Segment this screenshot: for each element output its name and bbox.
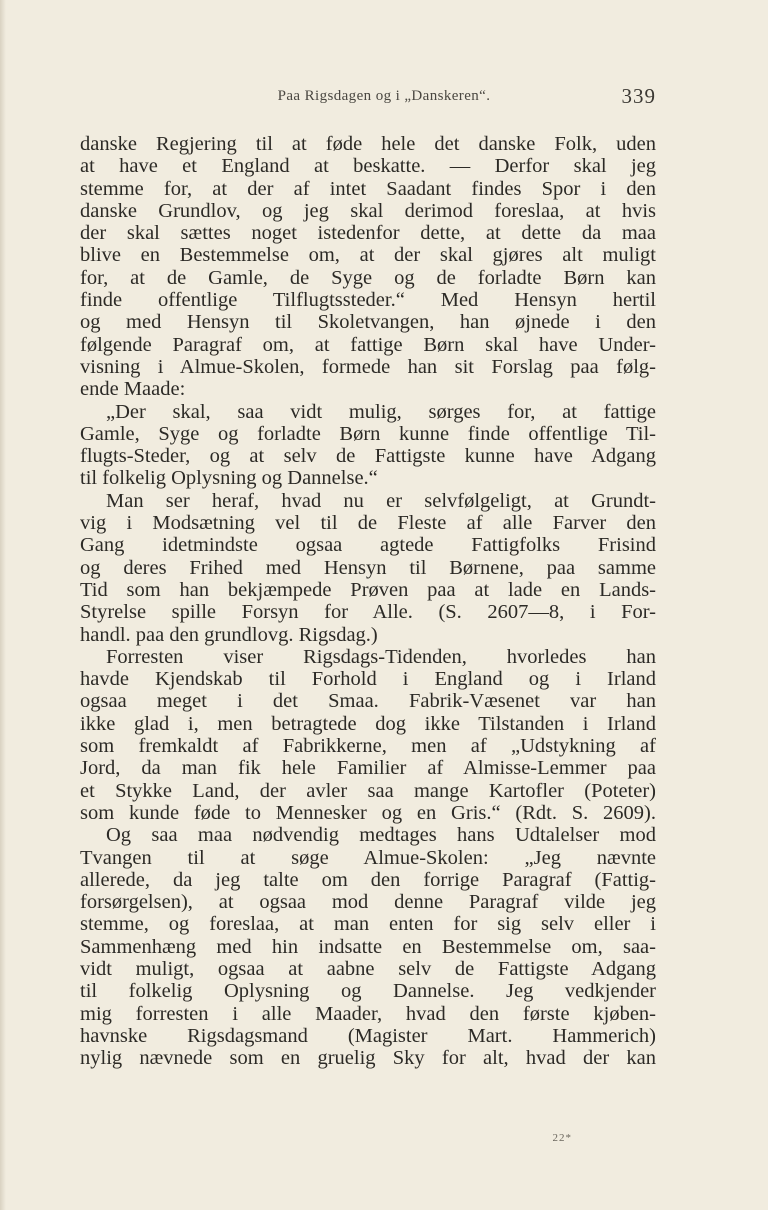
text-line: følgende Paragraf om, at fattige Børn skal have Under- [80,333,656,356]
text-line: stemme, og foreslaa, at man enten for sig selv eller i [80,913,656,936]
text-line: vidt muligt, ogsaa at aabne selv de Fattigste Adgang [80,957,656,980]
body-text [80,133,656,1069]
text-line: danske Grundlov, og jeg skal derimod foreslaa, at hvis [80,199,656,222]
text-line: vig i Modsætning vel til de Fleste af alle Farver den [80,512,656,535]
page-edge-shadow [0,0,6,1210]
signature-mark: 22* [552,1132,572,1144]
running-title: Paa Rigsdagen og i „Danskeren“. [277,88,491,104]
text-line: Sammenhæng med hin indsatte en Bestemmelse om, saa- [80,935,656,958]
text-line: ikke glad i, men betragtede dog ikke Tilstanden i Irland [80,712,656,735]
text-line: ogsaa meget i det Smaa. Fabrik-Væsenet var han [80,690,656,713]
text-line: danske Regjering til at føde hele det danske Folk, uden [80,133,656,155]
text-line: Tvangen til at søge Almue-Skolen: „Jeg nævnte [80,846,656,869]
text-line: til folkelig Oplysning og Dannelse. Jeg vedkjender [80,980,656,1003]
text-line: ende Maade: [80,378,186,401]
text-line: til folkelig Oplysning og Dannelse.“ [80,467,378,490]
text-line: for, at de Gamle, de Syge og de forladte Børn kan [80,266,656,289]
text-line: visning i Almue-Skolen, formede han sit Forslag paa følg- [80,355,656,378]
text-line: Man ser heraf, hvad nu er selvfølgeligt, at Grundt- [106,489,656,512]
text-line: havde Kjendskab til Forhold i England og i Irland [80,668,656,691]
running-head [0,84,768,114]
text-line: som kunde føde to Mennesker og en Gris.“ (Rdt. S. 2609). [80,801,656,824]
text-line: Tid som han bekjæmpede Prøven paa at lade en Lands- [80,578,656,601]
text-line: Jord, da man fik hele Familier af Almisse-Lemmer paa [80,757,656,780]
text-line: Gamle, Syge og forladte Børn kunne finde offentlige Til- [80,422,656,445]
text-line: forsørgelsen), at ogsaa mod denne Paragraf vilde jeg [80,891,656,914]
text-line: Styrelse spille Forsyn for Alle. (S. 2607—8, i For- [80,601,656,624]
text-line: handl. paa den grundlovg. Rigsdag.) [80,623,378,646]
text-line: havnske Rigsdagsmand (Magister Mart. Hammerich) [80,1024,656,1047]
text-line: blive en Bestemmelse om, at der skal gjøres alt muligt [80,244,656,267]
text-line: stemme for, at der af intet Saadant findes Spor i den [80,177,656,200]
text-line: Forresten viser Rigsdags-Tidenden, hvorledes han [106,645,656,668]
text-line: finde offentlige Tilflugtssteder.“ Med Hensyn hertil [80,289,656,312]
text-line: allerede, da jeg talte om den forrige Paragraf (Fattig- [80,868,656,891]
text-line: nylig nævnede som en gruelig Sky for alt, hvad der kan [80,1047,656,1070]
text-line: mig forresten i alle Maader, hvad den første kjøben- [80,1002,656,1025]
text-line: Gang idetmindste ogsaa agtede Fattigfolks Frisind [80,534,656,557]
text-line: som fremkaldt af Fabrikkerne, men af „Udstykning af [80,735,656,758]
text-line: „Der skal, saa vidt mulig, sørges for, at fattige [106,400,656,423]
text-line: der skal sættes noget istedenfor dette, at dette da maa [80,222,656,245]
text-line: at have et England at beskatte. — Derfor skal jeg [80,155,656,178]
page-number: 339 [621,84,656,108]
text-line: Og saa maa nødvendig medtages hans Udtalelser mod [106,824,656,847]
text-line: flugts-Steder, og at selv de Fattigste kunne have Adgang [80,445,656,468]
text-line: og med Hensyn til Skoletvangen, han øjnede i den [80,311,656,334]
text-line: et Stykke Land, der avler saa mange Kartofler (Poteter) [80,779,656,802]
text-line: og deres Frihed med Hensyn til Børnene, paa samme [80,556,656,579]
